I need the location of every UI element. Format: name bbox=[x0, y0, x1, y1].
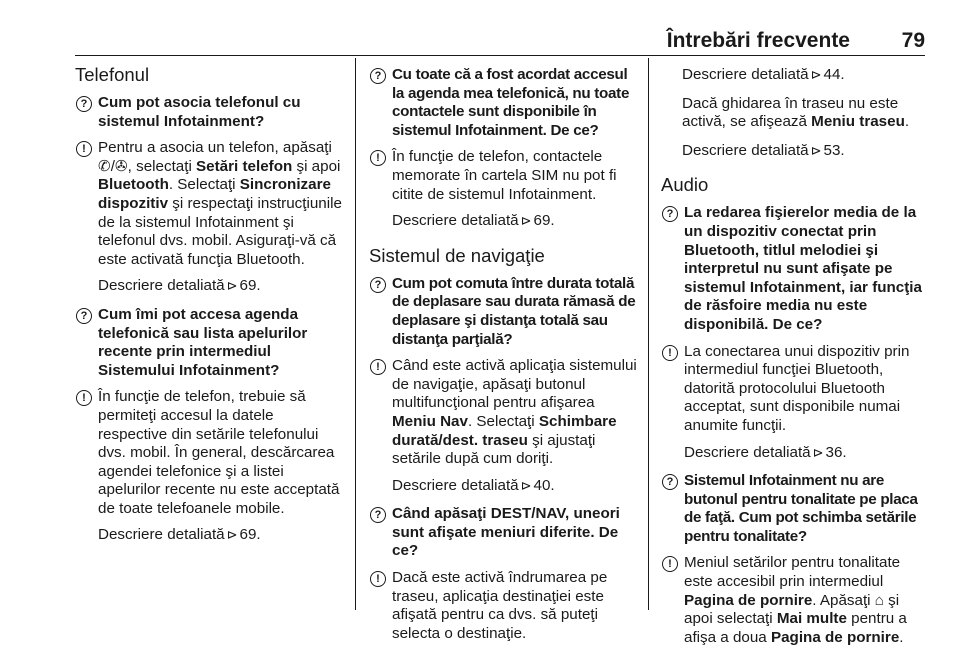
arrow-icon: ⊳ bbox=[520, 213, 532, 229]
question-item bbox=[661, 204, 931, 334]
cross-reference: Descriere detaliată ⊳ 44. bbox=[682, 66, 845, 83]
answer-icon: ! bbox=[370, 150, 386, 166]
question-text: Cum îmi pot accesa agenda telefonică sau lista apelurilor recente prin intermediul Sistemului Infotainment? bbox=[98, 305, 308, 379]
question-text: La redarea fişierelor media de la un dispozitiv conectat prin Bluetooth, titlul melodiei şi interpretul nu sunt afişate pe sistemul Infotainment, iar funcţia de răsfoire media nu este disponibilă. De ce? bbox=[684, 204, 922, 333]
section-heading-audio: Audio bbox=[661, 174, 709, 196]
answer-text: În funcţie de telefon, trebuie să permiteţi accesul la datele respective din setările telefonului dvs. mobil. În general, descărcarea agendei telefonice şi a listei apelurilor recente nu este acceptată de toate telefoanele mobile. bbox=[98, 388, 340, 517]
question-item bbox=[369, 275, 639, 349]
question-item bbox=[75, 94, 345, 131]
question-icon: ? bbox=[370, 68, 386, 84]
column-3 bbox=[661, 58, 931, 655]
answer-icon: ! bbox=[370, 359, 386, 375]
answer-icon: ! bbox=[662, 345, 678, 361]
home-icon: ⌂ bbox=[874, 591, 884, 609]
answer-text: Pentru a asocia un telefon, apăsaţi ✆/✇, selectaţi Setări telefon şi apoi Bluetooth. Selectaţi Sincronizare dispozitiv şi respectaţi instrucţiunile de la sistemul Infotainment şi telefonul dvs. mobil. Asiguraţi-vă că este activată funcţia Bluetooth. bbox=[98, 139, 342, 268]
question-icon: ? bbox=[370, 507, 386, 523]
page-number: 79 bbox=[901, 29, 925, 52]
question-icon: ? bbox=[662, 206, 678, 222]
cross-reference: Descriere detaliată ⊳ 69. bbox=[392, 212, 555, 230]
header-rule bbox=[75, 55, 925, 56]
question-text: Sistemul Infotainment nu are butonul pentru tonalitate pe placa de faţă. Cum pot schimba setările pentru tonalitate? bbox=[684, 472, 918, 545]
question-text: Când apăsaţi DEST/NAV, uneori sunt afişate meniuri diferite. De ce? bbox=[392, 505, 620, 560]
answer-item bbox=[369, 148, 639, 204]
answer-text: La conectarea unui dispozitiv prin intermediul funcţiei Bluetooth, datorită protocolului Bluetooth acceptat, sunt disponibile numai anumite funcţii. bbox=[684, 342, 910, 434]
answer-text: Când este activă aplicaţia sistemului de navigaţie, apăsaţi butonul multifuncţional pentru afişarea Meniu Nav. Selectaţi Schimbare durată/dest. traseu şi ajustaţi setările după cum doriţi. bbox=[392, 357, 637, 468]
answer-icon: ! bbox=[76, 141, 92, 157]
page-header bbox=[0, 0, 960, 56]
answer-item bbox=[661, 343, 931, 436]
answer-icon: ! bbox=[76, 390, 92, 406]
phone-end-call-icon: ✆/✇ bbox=[98, 157, 128, 175]
answer-icon: ! bbox=[662, 556, 678, 572]
answer-item bbox=[661, 554, 931, 647]
answer-text: Dacă este activă îndrumarea pe traseu, aplicaţia destinaţiei este afişată pentru ca dvs. să puteţi selecta o destinaţie. bbox=[392, 569, 608, 642]
arrow-icon: ⊳ bbox=[812, 444, 824, 460]
answer-text: Meniul setărilor pentru tonalitate este accesibil prin intermediul Pagina de pornire. Apăsaţi ⌂ şi apoi selectaţi Mai multe pentru a afişa a doua Pagina de pornire. bbox=[684, 554, 907, 646]
cross-reference: Descriere detaliată ⊳ 69. bbox=[98, 277, 261, 295]
column-divider bbox=[355, 58, 356, 610]
arrow-icon: ⊳ bbox=[810, 142, 822, 158]
question-item bbox=[369, 66, 639, 140]
page-title: Întrebări frecvente bbox=[666, 29, 850, 52]
section-heading-navigation: Sistemul de navigaţie bbox=[369, 244, 545, 266]
column-1 bbox=[75, 58, 345, 555]
question-text: Cum pot comuta între durata totală de deplasare sau durata rămasă de deplasare şi distanţa totală sau distanţa parţială? bbox=[392, 274, 636, 348]
question-icon: ? bbox=[76, 96, 92, 112]
cross-reference: Descriere detaliată ⊳ 36. bbox=[684, 443, 847, 461]
arrow-icon: ⊳ bbox=[520, 477, 532, 493]
answer-item bbox=[369, 357, 639, 469]
arrow-icon: ⊳ bbox=[810, 67, 822, 82]
answer-item bbox=[75, 139, 345, 269]
arrow-icon: ⊳ bbox=[226, 278, 238, 294]
question-item bbox=[75, 306, 345, 380]
question-text: Cu toate că a fost acordat accesul la agenda mea telefonică, nu toate contactele sunt disponibile în sistemul Infotainment. De ce? bbox=[392, 66, 630, 139]
arrow-icon: ⊳ bbox=[226, 527, 238, 543]
answer-item bbox=[75, 388, 345, 518]
question-icon: ? bbox=[662, 474, 678, 490]
question-text: Cum pot asocia telefonul cu sistemul Infotainment? bbox=[98, 94, 301, 130]
answer-item bbox=[369, 569, 639, 643]
question-item bbox=[661, 472, 931, 546]
cross-reference: Descriere detaliată ⊳ 53. bbox=[682, 141, 845, 159]
section-heading-phone: Telefonul bbox=[75, 64, 150, 85]
answer-icon: ! bbox=[370, 571, 386, 587]
question-item bbox=[369, 505, 639, 561]
question-icon: ? bbox=[76, 308, 92, 324]
column-2 bbox=[369, 58, 639, 651]
answer-text: În funcţie de telefon, contactele memorate în cartela SIM nu pot fi citite de sistemul Infotainment. bbox=[392, 148, 617, 203]
paragraph: Dacă ghidarea în traseu nu este activă, se afişează Meniu traseu. bbox=[682, 94, 910, 131]
cross-reference: Descriere detaliată ⊳ 40. bbox=[392, 476, 555, 494]
question-icon: ? bbox=[370, 277, 386, 293]
cross-reference: Descriere detaliată ⊳ 69. bbox=[98, 526, 261, 544]
column-divider bbox=[648, 58, 649, 610]
